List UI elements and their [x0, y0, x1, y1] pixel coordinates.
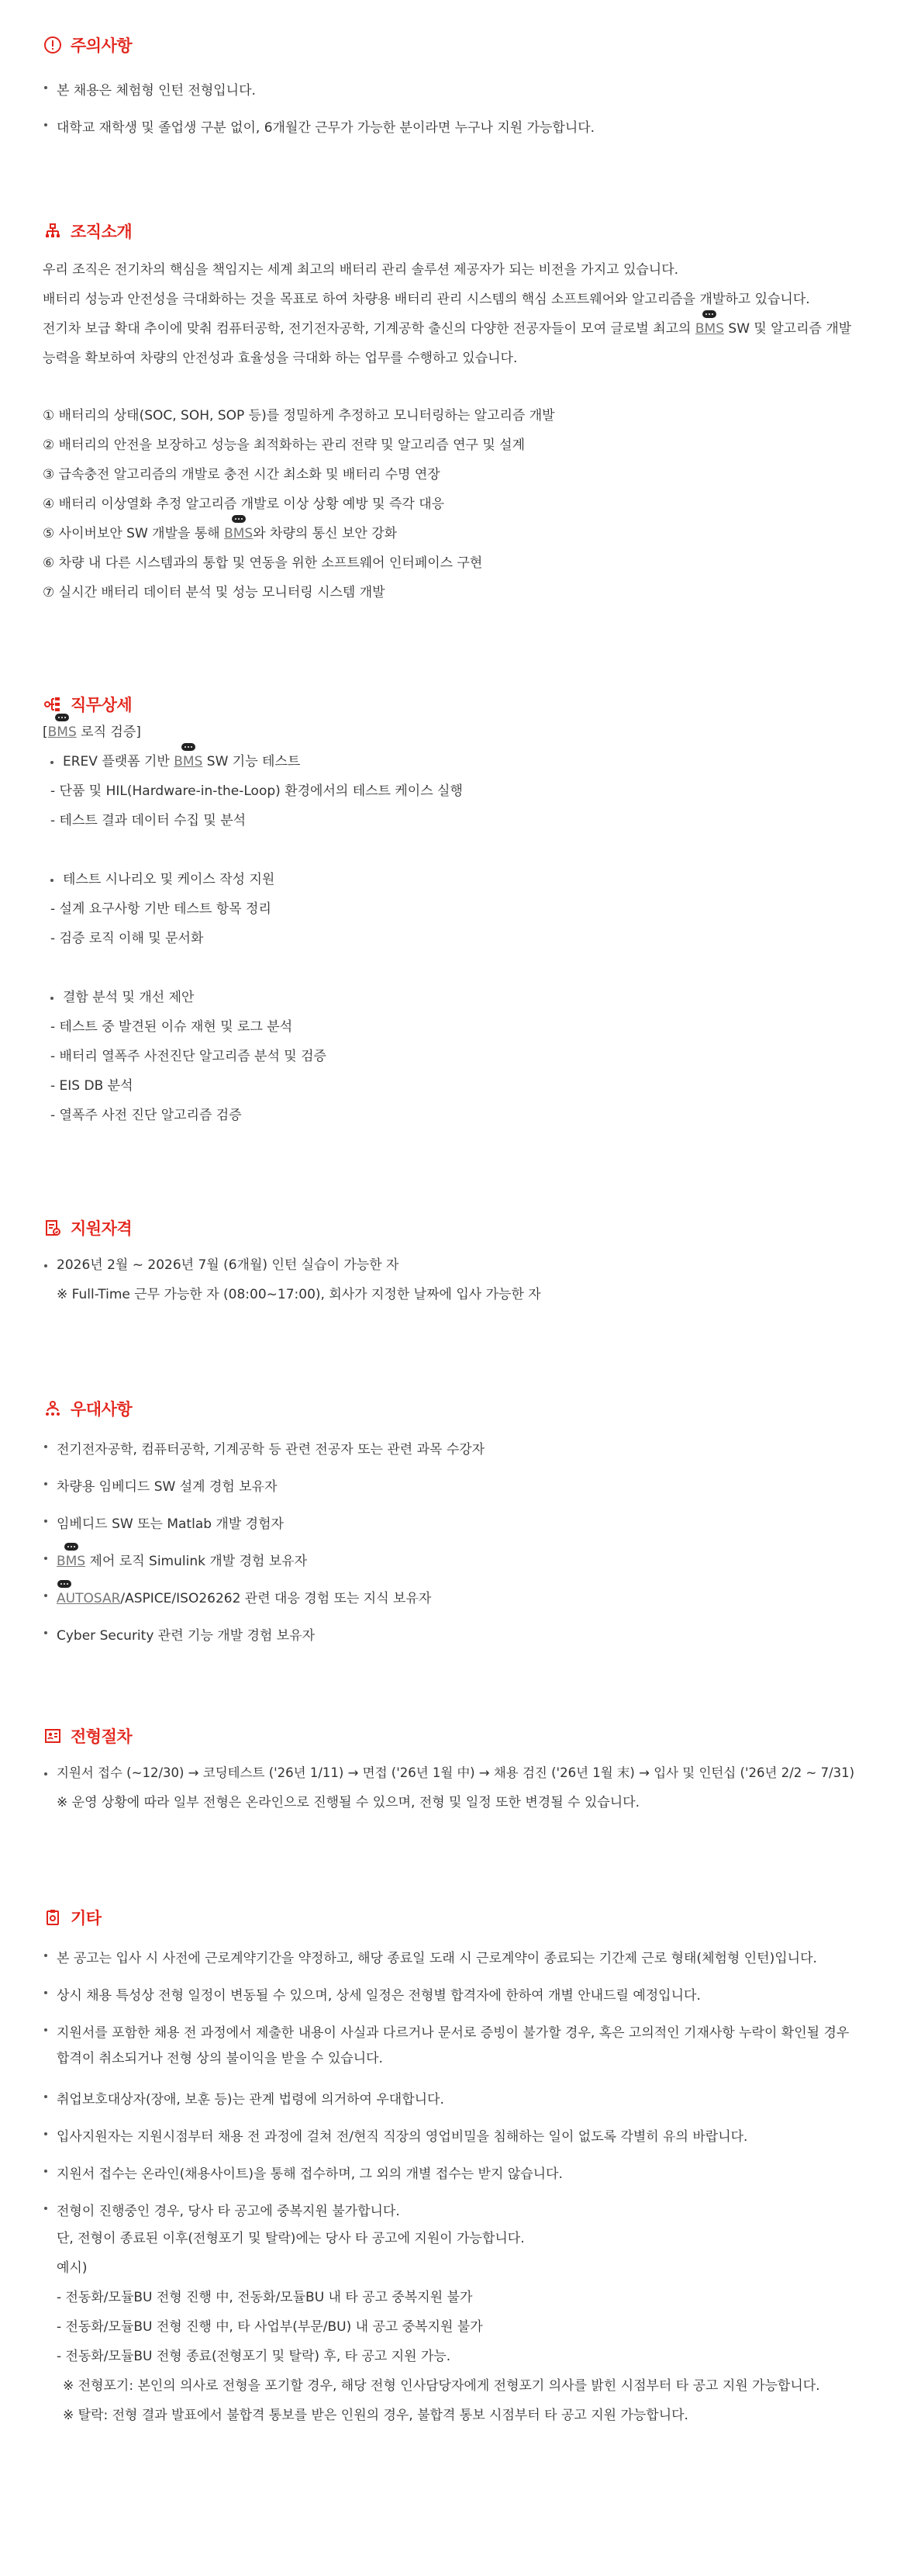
bms-term-link[interactable]: BMS	[695, 321, 724, 337]
etc-item: 본 공고는 입사 시 사전에 근로계약기간을 약정하고, 해당 종료일 도래 시 근로계약이 종료되는 기간제 근로 형태(체험형 인턴)입니다.	[43, 1940, 880, 1977]
duty-subitem: - 테스트 중 발견된 이슈 재현 및 로그 분석	[50, 1019, 293, 1035]
etc-title: 기타	[71, 1909, 102, 1928]
org-list-item: ④ 배터리 이상열화 추정 알고리즘 개발로 이상 상황 예방 및 즉각 대응	[43, 496, 445, 512]
etc-item: 입사지원자는 지원시점부터 채용 전 과정에 걸쳐 전/현직 직장의 영업비밀을 침해하는 일이 없도록 각별히 유의 바랍니다.	[43, 2118, 880, 2156]
process-item: 지원서 접수 (~12/30) → 코딩테스트 ('26년 1/11) → 면접 ('26년 1월 中) → 채용 검진 ('26년 1월 末) → 입사 및 인턴십 ('26년 2/2 ~ 7/31)	[43, 1758, 880, 1788]
autosar-term-link[interactable]: AUTOSAR	[57, 1591, 120, 1606]
duty-item: 결함 분석 및 개선 제안	[49, 983, 880, 1012]
workflow-icon	[43, 694, 63, 714]
duty-header	[43, 691, 880, 717]
etc-item-cont: - 전동화/모듈BU 전형 종료(전형포기 및 탈락) 후, 타 공고 지원 가능.	[57, 2349, 451, 2364]
bms-term-link[interactable]: BMS	[57, 1554, 85, 1569]
org-list-item: ② 배터리의 안전을 보장하고 성능을 최적화하는 관리 전략 및 알고리즘 연구 및 설계	[43, 437, 526, 453]
org-header	[43, 218, 880, 244]
duty-subitem: - EIS DB 분석	[50, 1078, 133, 1094]
person-star-icon	[43, 1399, 63, 1419]
preference-section	[43, 1395, 880, 1655]
org-chart-icon	[43, 221, 63, 241]
etc-item-note: ※ 전형포기: 본인의 의사로 전형을 포기할 경우, 해당 전형 인사담당자에게 전형포기 의사를 밝힌 시점부터 타 공고 지원 가능합니다.	[63, 2378, 820, 2394]
preference-item: AUTOSAR/ASPICE/ISO26262 관련 대응 경험 또는 지식 보유자	[43, 1580, 880, 1617]
preference-item: 차량용 임베디드 SW 설계 경험 보유자	[43, 1468, 880, 1506]
notice-title: 주의사항	[71, 36, 133, 55]
preference-header	[43, 1395, 880, 1422]
etc-item-cont: 합격이 취소되거나 전형 상의 불이익을 받을 수 있습니다.	[57, 2051, 383, 2066]
duty-group-title: [ BMS 로직 검증]	[43, 717, 880, 747]
process-header	[43, 1723, 880, 1749]
bms-term-link[interactable]: BMS	[174, 754, 202, 769]
qualification-header	[43, 1215, 880, 1241]
duty-item: 테스트 시나리오 및 케이스 작성 지원	[49, 865, 880, 894]
duty-subitem: - 검증 로직 이해 및 문서화	[50, 931, 204, 946]
preference-item: 전기전자공학, 컴퓨터공학, 기계공학 등 관련 전공자 또는 관련 과목 수강자	[43, 1431, 880, 1468]
notice-header	[43, 32, 880, 58]
etc-item: 지원서 접수는 온라인(채용사이트)을 통해 접수하며, 그 외의 개별 접수는 받지 않습니다.	[43, 2156, 880, 2193]
notice-item: 대학교 재학생 및 졸업생 구분 없이, 6개월간 근무가 가능한 분이라면 누구나 지원 가능합니다.	[43, 109, 880, 147]
tooltip-dots-icon	[55, 714, 69, 721]
etc-section	[43, 1904, 880, 2430]
etc-item: 취업보호대상자(장애, 보훈 등)는 관계 법령에 의거하여 우대합니다.	[43, 2081, 880, 2118]
qualification-title: 지원자격	[71, 1219, 133, 1238]
notice-section	[43, 32, 880, 147]
duty-subitem: - 배터리 열폭주 사전진단 알고리즘 분석 및 검증	[50, 1049, 326, 1064]
qualification-note: ※ Full-Time 근무 가능한 자 (08:00~17:00), 회사가 지정한 날짜에 입사 가능한 자	[57, 1287, 541, 1302]
id-card-icon	[43, 1726, 63, 1746]
org-title: 조직소개	[71, 223, 133, 241]
tooltip-dots-icon	[64, 1543, 78, 1551]
duty-subitem: - 열폭주 사전 진단 알고리즘 검증	[50, 1108, 242, 1123]
duty-title: 직무상세	[71, 696, 133, 714]
etc-item-cont: - 전동화/모듈BU 전형 진행 中, 전동화/모듈BU 내 타 공고 중복지원 불가	[57, 2290, 473, 2305]
etc-item: 지원서를 포함한 채용 전 과정에서 제출한 내용이 사실과 다르거나 문서로 증빙이 불가할 경우, 혹은 고의적인 기재사항 누락이 확인될 경우	[43, 2014, 880, 2044]
org-paragraph: 능력을 확보하여 차량의 안전성과 효율성을 극대화 하는 업무를 수행하고 있습니다.	[43, 351, 518, 366]
org-list-item: ⑤ 사이버보안 SW 개발을 통해 BMS와 차량의 통신 보안 강화	[43, 519, 880, 548]
qualification-section	[43, 1215, 880, 1309]
org-list-item: ① 배터리의 상태(SOC, SOH, SOP 등)를 정밀하게 추정하고 모니터링하는 알고리즘 개발	[43, 408, 555, 424]
etc-item-note: ※ 탈락: 전형 결과 발표에서 불합격 통보를 받은 인원의 경우, 불합격 통보 시점부터 타 공고 지원 가능합니다.	[63, 2408, 688, 2423]
duty-subitem: - 단품 및 HIL(Hardware-in-the-Loop) 환경에서의 테스트 케이스 실행	[50, 783, 463, 799]
etc-item-cont: - 전동화/모듈BU 전형 진행 中, 타 사업부(부문/BU) 내 공고 중복지원 불가	[57, 2319, 483, 2335]
qualification-item: 2026년 2월 ~ 2026년 7월 (6개월) 인턴 실습이 가능한 자	[43, 1250, 880, 1280]
etc-item: 상시 채용 특성상 전형 일정이 변동될 수 있으며, 상세 일정은 전형별 합격자에 한하여 개별 안내드릴 예정입니다.	[43, 1977, 880, 2014]
org-paragraph: 배터리 성능과 안전성을 극대화하는 것을 목표로 하여 차량용 배터리 관리 시스템의 핵심 소프트웨어와 알고리즘을 개발하고 있습니다.	[43, 292, 810, 307]
preference-item: 임베디드 SW 또는 Matlab 개발 경험자	[43, 1506, 880, 1543]
process-title: 전형절차	[71, 1727, 133, 1746]
org-list-item: ⑥ 차량 내 다른 시스템과의 통합 및 연동을 위한 소프트웨어 인터페이스 구현	[43, 555, 483, 571]
duty-subitem: - 테스트 결과 데이터 수집 및 분석	[50, 813, 247, 828]
etc-header	[43, 1904, 880, 1931]
tooltip-dots-icon	[57, 1580, 71, 1588]
document-check-icon	[43, 1218, 63, 1238]
tooltip-dots-icon	[181, 743, 195, 751]
tooltip-dots-icon	[232, 515, 246, 523]
process-note: ※ 운영 상황에 따라 일부 전형은 온라인으로 진행될 수 있으며, 전형 및 일정 또한 변경될 수 있습니다.	[57, 1795, 640, 1810]
preference-title: 우대사항	[71, 1400, 133, 1419]
preference-item: BMS 제어 로직 Simulink 개발 경험 보유자	[43, 1543, 880, 1580]
duty-item: EREV 플랫폼 기반 BMS SW 기능 테스트	[49, 747, 880, 776]
etc-item: 전형이 진행중인 경우, 당사 타 공고에 중복지원 불가합니다.	[43, 2193, 880, 2224]
org-list-item: ③ 급속충전 알고리즘의 개발로 충전 시간 최소화 및 배터리 수명 연장	[43, 467, 440, 482]
bms-term-link[interactable]: BMS	[224, 526, 253, 541]
tooltip-dots-icon	[702, 310, 716, 318]
org-section	[43, 218, 880, 607]
preference-item: Cyber Security 관련 기능 개발 경험 보유자	[43, 1617, 880, 1655]
process-section	[43, 1723, 880, 1817]
etc-item-cont: 예시)	[57, 2260, 88, 2276]
org-list-item: ⑦ 실시간 배터리 데이터 분석 및 성능 모니터링 시스템 개발	[43, 585, 385, 600]
etc-item-cont: 단, 전형이 종료된 이후(전형포기 및 탈락)에는 당사 타 공고에 지원이 가능합니다.	[57, 2231, 525, 2246]
org-paragraph: 전기차 보급 확대 추이에 맞춰 컴퓨터공학, 전기전자공학, 기계공학 출신의 다양한 전공자들이 모여 글로벌 최고의 BMS SW 및 알고리즘 개발	[43, 314, 880, 344]
alert-circle-icon	[43, 35, 63, 55]
duty-section	[43, 691, 880, 1130]
clipboard-icon	[43, 1907, 63, 1928]
org-paragraph: 우리 조직은 전기차의 핵심을 책임지는 세계 최고의 배터리 관리 솔루션 제공자가 되는 비전을 가지고 있습니다.	[43, 262, 679, 278]
duty-subitem: - 설계 요구사항 기반 테스트 항목 정리	[50, 901, 271, 917]
notice-item: 본 채용은 체험형 인턴 전형입니다.	[43, 72, 880, 109]
bms-term-link[interactable]: BMS	[48, 724, 77, 740]
